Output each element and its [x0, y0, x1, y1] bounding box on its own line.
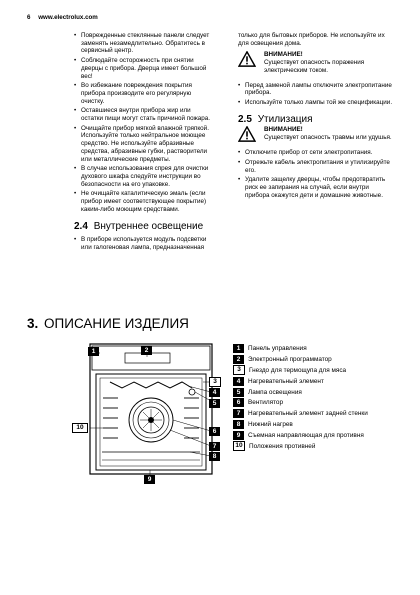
right-column [238, 32, 393, 202]
section-3-heading [27, 316, 189, 331]
callout-2: 2 [141, 346, 152, 355]
section-number: 2.4 [74, 221, 88, 233]
oven-drawing [70, 342, 228, 490]
callout-4: 4 [209, 388, 220, 397]
legend-number: 1 [233, 344, 244, 353]
legend-label: Вентилятор [248, 399, 283, 407]
list-item: • Не очищайте каталитическую эмаль (если прибор имеет соответствующее покрытие) каким-либо моющим средствами. [74, 190, 214, 213]
callout-3: 3 [209, 377, 221, 387]
legend-number: 4 [233, 377, 244, 386]
warning-triangle-icon [238, 126, 256, 142]
callout-10: 10 [72, 423, 88, 433]
warning-text: Существует опасность поражения электрическим током. [264, 59, 365, 74]
callout-1: 1 [88, 347, 99, 356]
page-number: 6 [27, 14, 31, 21]
legend-item [233, 430, 398, 441]
site-url[interactable]: www.electrolux.com [38, 14, 98, 21]
legend-number: 2 [233, 355, 244, 364]
section-title: Утилизация [257, 113, 313, 125]
callout-5: 5 [209, 399, 220, 408]
page-header [27, 14, 98, 21]
list-item: • Перед заменой лампы отключите электропитание прибора. [238, 82, 393, 97]
warning-box [238, 126, 393, 142]
section-number: 2.5 [238, 113, 252, 125]
legend-item [233, 387, 398, 398]
legend-label: Лампа освещения [248, 388, 302, 396]
legend-item [233, 397, 398, 408]
legend-number: 7 [233, 409, 244, 418]
list-item: • Отключите прибор от сети электропитания. [238, 149, 393, 157]
legend-item [233, 441, 398, 452]
list-item: • Используйте только лампы той же спецификации. [238, 99, 393, 107]
section-2-5-heading [238, 113, 393, 125]
callout-9: 9 [144, 475, 155, 484]
list-item: • Соблюдайте осторожность при снятии дверцы с прибора. Дверца имеет большой вес! [74, 57, 214, 80]
legend-item [233, 408, 398, 419]
legend-label: Положения противней [249, 442, 316, 450]
list-item: • Очищайте прибор мягкой влажной тряпкой. Используйте только нейтральное моющее средство. Не используйте абразивные средства, абразивные губки, растворители или металлические предметы. [74, 125, 214, 164]
continued-text: только для бытовых приборов. Не используйте их для освещения дома. [238, 32, 385, 47]
list-item: • Поврежденные стеклянные панели следует заменять незамедлительно. Обратитесь в сервисный центр. [74, 32, 214, 55]
warning-title: ВНИМАНИЕ! [264, 126, 303, 134]
legend-label: Нагревательный элемент задней стенки [248, 410, 368, 418]
list-item: • В случае использования спрея для очистки духового шкафа следуйте инструкции во безопасности на его упаковке. [74, 165, 214, 188]
legend-number: 8 [233, 420, 244, 429]
safety-list [74, 32, 214, 213]
list-item: • Удалите защелку дверцы, чтобы предотвратить риск ее запирания на случай, если внутри прибора окажутся дети и домашние животные. [238, 176, 393, 199]
lamp-list [238, 82, 393, 107]
legend-label: Электронный программатор [248, 355, 332, 363]
callout-6: 6 [209, 427, 220, 436]
parts-legend [233, 343, 398, 452]
legend-number: 9 [233, 431, 244, 440]
legend-item [233, 376, 398, 387]
section-2-4-heading [74, 223, 214, 231]
legend-label: Нагревательный элемент [248, 377, 324, 385]
warning-title: ВНИМАНИЕ! [264, 51, 303, 59]
legend-label: Гнездо для термощупа для мяса [249, 366, 347, 374]
legend-item [233, 419, 398, 430]
section-title: Внутреннее освещение [93, 221, 204, 233]
legend-number: 3 [233, 365, 245, 375]
legend-item [233, 343, 398, 354]
left-column [74, 32, 214, 254]
warning-text: Существует опасность травмы или удушья. [264, 134, 392, 142]
oven-diagram [70, 342, 228, 490]
callout-8: 8 [209, 452, 220, 461]
legend-label: Панель управления [248, 344, 307, 352]
section-number: 3. [27, 316, 39, 331]
section-title: ОПИСАНИЕ ИЗДЕЛИЯ [44, 316, 189, 331]
disposal-list [238, 149, 393, 199]
lighting-list [74, 236, 214, 251]
list-item: • В приборе используется модуль подсветки или галогеновая лампа, предназначенная [74, 236, 214, 251]
list-item: • Во избежание повреждения покрытия прибора производите его регулярную очистку. [74, 82, 214, 105]
legend-label: Нижний нагрев [248, 421, 293, 429]
legend-number: 10 [233, 441, 245, 451]
legend-item [233, 365, 398, 376]
legend-number: 6 [233, 398, 244, 407]
warning-triangle-icon [238, 51, 256, 67]
legend-number: 5 [233, 388, 244, 397]
legend-item [233, 354, 398, 365]
callout-7: 7 [209, 442, 220, 451]
legend-label: Съемная направляющая для противня [248, 432, 364, 440]
warning-box [238, 51, 393, 74]
list-item: • Оставшиеся внутри прибора жир или остатки пищи могут стать причиной пожара. [74, 107, 214, 122]
list-item: • Отрежьте кабель электропитания и утилизируйте его. [238, 159, 393, 174]
